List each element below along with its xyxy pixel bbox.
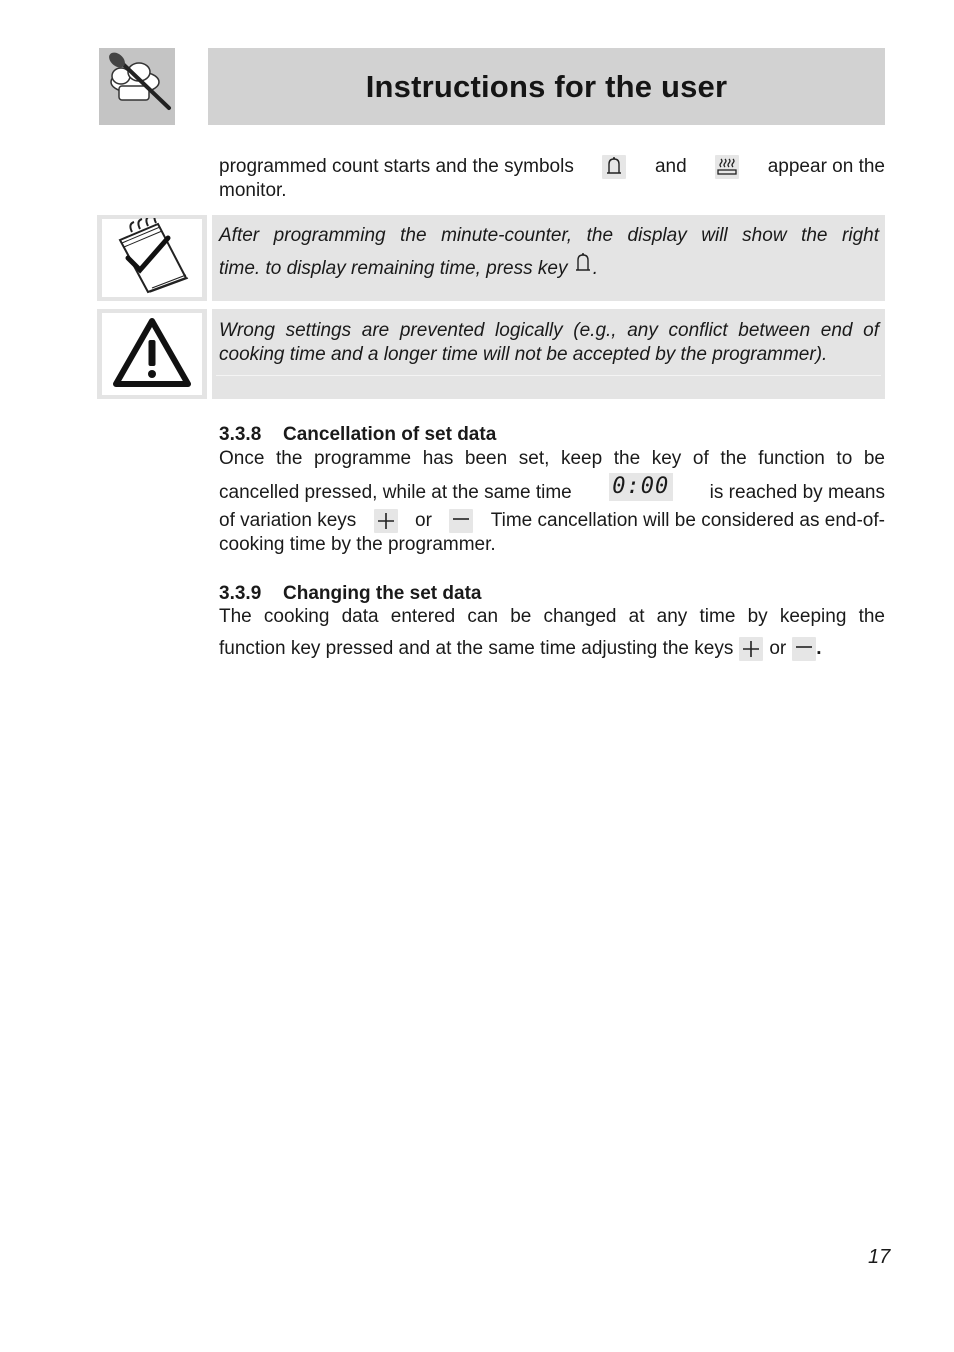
intro-text-3: monitor. — [219, 180, 287, 201]
s338-line-1: Once the programme has been set, keep the key of the function to be — [219, 448, 885, 469]
heat-waves-icon — [715, 155, 739, 179]
page-number: 17 — [868, 1246, 891, 1268]
section-3-3-8-body — [219, 447, 885, 557]
section-3-3-8-heading — [219, 424, 496, 446]
s338-or: or — [415, 510, 432, 531]
section-number: 3.3.9 — [219, 583, 262, 604]
bell-icon — [602, 155, 626, 179]
page-header — [208, 48, 885, 125]
page-title: Instructions for the user — [365, 68, 728, 104]
section-title: Cancellation of set data — [283, 424, 497, 445]
s338-line-2b: is reached by means — [709, 482, 885, 503]
note-line-1: After programming the minute-counter, the display will show the right — [219, 225, 879, 246]
intro-text-2: appear on the — [767, 156, 885, 177]
chef-hat-spoon-icon — [99, 48, 175, 125]
intro-text-1: programmed count starts and the symbols — [219, 156, 574, 177]
warning-icon-box — [97, 309, 207, 399]
warning-triangle-icon — [112, 316, 192, 393]
s338-line-4: cooking time by the programmer. — [219, 534, 496, 555]
plus-key-icon — [739, 637, 763, 661]
s338-line-2a: cancelled pressed, while at the same time — [219, 482, 572, 503]
s339-line-2a: function key pressed and at the same time adjusting the keys — [219, 638, 734, 659]
warning-line-2: cooking time and a longer time will not be accepted by the programmer). — [219, 344, 828, 365]
minus-key-icon — [792, 637, 816, 661]
timer-display — [609, 473, 673, 501]
note-line-2: time. to display remaining time, press key — [219, 258, 568, 279]
intro-and: and — [654, 156, 687, 177]
bell-icon — [573, 252, 593, 282]
note-box — [212, 215, 885, 301]
section-title: Changing the set data — [283, 583, 482, 604]
section-number: 3.3.8 — [219, 424, 262, 445]
minus-key-icon — [449, 509, 473, 533]
warning-line-1: Wrong settings are prevented logically (e.g., any conflict between end of — [219, 320, 879, 341]
note-line-2-end: . — [592, 258, 599, 279]
plus-key-icon — [374, 509, 398, 533]
notepad-check-icon — [110, 218, 194, 299]
note-icon-box — [97, 215, 207, 301]
section-3-3-9-body — [219, 605, 885, 661]
s339-or: or — [769, 638, 787, 659]
section-3-3-9-heading — [219, 583, 481, 605]
display-value: 0:00 — [612, 474, 670, 499]
intro-paragraph — [219, 153, 885, 203]
warning-box — [212, 309, 885, 399]
s339-end: . — [816, 638, 822, 659]
s339-line-1: The cooking data entered can be changed at any time by keeping the — [219, 606, 885, 627]
s338-line-3b: Time cancellation will be considered as end-of- — [490, 510, 885, 531]
s338-line-3a: of variation keys — [219, 510, 357, 531]
